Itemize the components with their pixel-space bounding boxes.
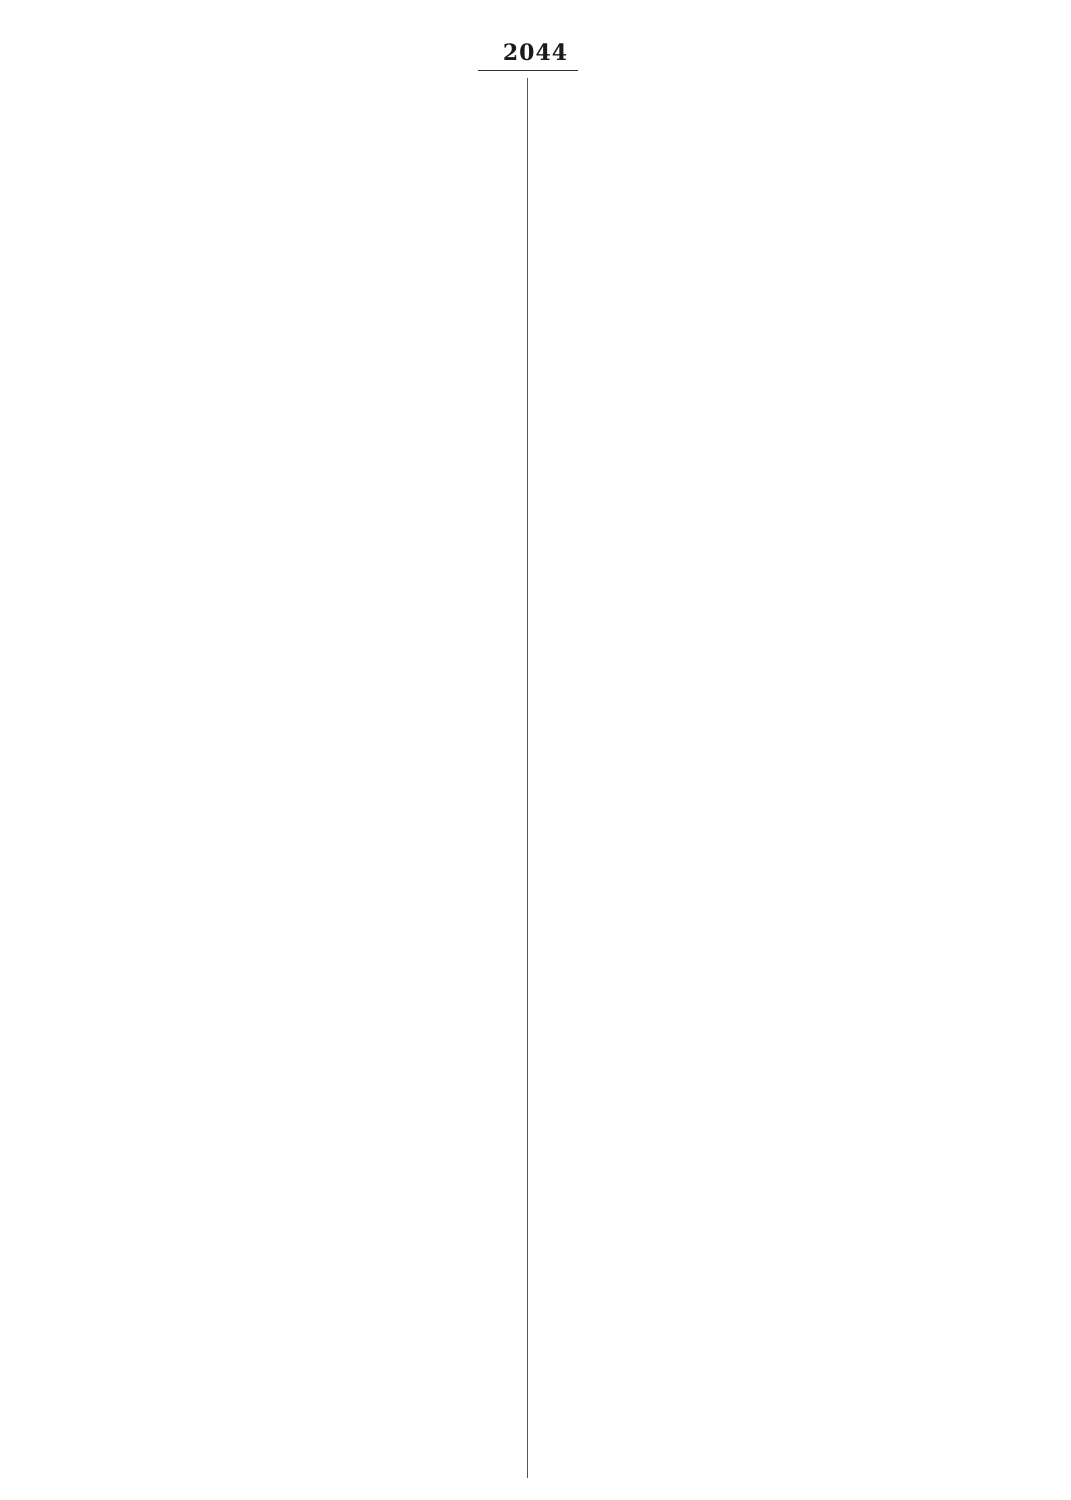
- article-heading: [540, 118, 1010, 137]
- article-heading: [540, 175, 1010, 194]
- paragraph: [58, 99, 528, 118]
- left-column: [58, 80, 528, 308]
- paragraph: [58, 194, 528, 213]
- right-column: [540, 80, 1010, 213]
- paragraph: [540, 99, 1010, 118]
- paragraph: [58, 175, 528, 194]
- paragraph: [58, 289, 528, 308]
- paragraph: [540, 137, 1010, 156]
- page-number: 2044: [502, 40, 569, 66]
- paragraph: [58, 118, 528, 137]
- paragraph: [540, 194, 1010, 213]
- article-heading: [58, 137, 528, 156]
- paragraph: [58, 251, 528, 270]
- paragraph: [58, 232, 528, 251]
- paragraph: [58, 156, 528, 175]
- header-rule: [478, 70, 578, 71]
- paragraph: [540, 80, 1010, 99]
- paragraph: [58, 270, 528, 289]
- paragraph: [58, 80, 528, 99]
- paragraph: [540, 156, 1010, 175]
- paragraph: [58, 213, 528, 232]
